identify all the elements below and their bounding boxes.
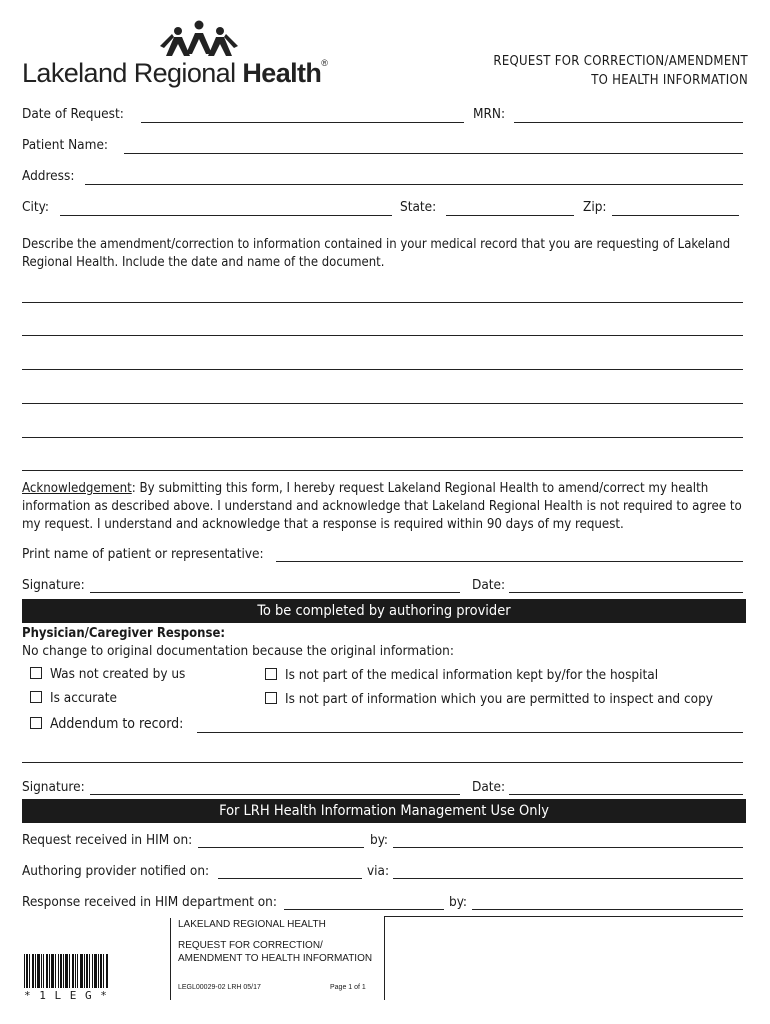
description-line-1[interactable]	[22, 302, 743, 303]
date-of-request-field[interactable]	[141, 122, 464, 123]
barcode-text: * 1 L E G *	[24, 989, 108, 1002]
checkbox-icon[interactable]	[265, 692, 277, 704]
description-line-5[interactable]	[22, 437, 743, 438]
zip-label: Zip:	[583, 199, 607, 215]
date-of-request-label: Date of Request:	[22, 106, 124, 122]
physician-response-heading: Physician/Caregiver Response:	[22, 626, 226, 641]
zip-field[interactable]	[612, 215, 739, 216]
description-line-2[interactable]	[22, 335, 743, 336]
mrn-label: MRN:	[473, 106, 506, 122]
request-received-field[interactable]	[198, 847, 364, 848]
description-line-3[interactable]	[22, 369, 743, 370]
patient-signature-field[interactable]	[90, 592, 460, 593]
address-field[interactable]	[85, 184, 743, 185]
print-name-label: Print name of patient or representative:	[22, 546, 264, 562]
description-line-6[interactable]	[22, 470, 743, 471]
checkbox-icon[interactable]	[30, 717, 42, 729]
logo-wordmark: Lakeland Regional Health®	[22, 58, 328, 88]
checkbox-icon[interactable]	[30, 667, 42, 679]
him-use-bar: For LRH Health Information Management Use Only	[22, 799, 746, 823]
response-received-field[interactable]	[284, 909, 444, 910]
option-not-part-medical[interactable]: Is not part of the medical information kept by/for the hospital	[265, 667, 658, 683]
mrn-field[interactable]	[514, 122, 743, 123]
footer-rule	[384, 916, 743, 917]
patient-date-field[interactable]	[509, 592, 743, 593]
city-field[interactable]	[60, 215, 392, 216]
no-change-text: No change to original documentation because the original information:	[22, 643, 454, 659]
checkbox-icon[interactable]	[30, 691, 42, 703]
barcode-icon	[24, 954, 108, 988]
form-title: REQUEST FOR CORRECTION/AMENDMENT TO HEALTH INFORMATION	[493, 54, 748, 88]
response-by-field[interactable]	[472, 909, 743, 910]
print-name-field[interactable]	[276, 561, 743, 562]
state-field[interactable]	[446, 215, 574, 216]
provider-signature-field[interactable]	[90, 794, 460, 795]
addendum-field[interactable]	[197, 732, 743, 733]
request-received-label: Request received in HIM on:	[22, 832, 193, 848]
footer-form-number: LEGL00029-02 LRH 05/17	[178, 984, 261, 991]
option-is-accurate[interactable]: Is accurate	[30, 690, 117, 706]
patient-name-field[interactable]	[124, 153, 743, 154]
acknowledgement-label: Acknowledgement	[22, 481, 132, 496]
via-field[interactable]	[393, 878, 743, 879]
authoring-notified-field[interactable]	[218, 878, 362, 879]
option-not-created[interactable]: Was not created by us	[30, 666, 185, 682]
option-not-permitted[interactable]: Is not part of information which you are permitted to inspect and copy	[265, 691, 713, 707]
via-label: via:	[367, 863, 390, 879]
description-line-4[interactable]	[22, 403, 743, 404]
response-received-label: Response received in HIM department on:	[22, 894, 277, 910]
option-addendum[interactable]: Addendum to record:	[30, 716, 183, 732]
authoring-provider-bar: To be completed by authoring provider	[22, 599, 746, 623]
logo-figures-icon	[156, 20, 242, 60]
patient-name-label: Patient Name:	[22, 137, 109, 153]
request-by-label: by:	[370, 832, 389, 848]
authoring-notified-label: Authoring provider notified on:	[22, 863, 210, 879]
response-by-label: by:	[449, 894, 468, 910]
footer-form-info: LAKELAND REGIONAL HEALTH REQUEST FOR CORRECTION/ AMENDMENT TO HEALTH INFORMATION	[178, 919, 373, 964]
state-label: State:	[400, 199, 437, 215]
patient-date-label: Date:	[472, 577, 506, 593]
request-by-field[interactable]	[393, 847, 743, 848]
addendum-line-2[interactable]	[22, 762, 743, 763]
city-label: City:	[22, 199, 49, 215]
checkbox-icon[interactable]	[265, 668, 277, 680]
patient-signature-label: Signature:	[22, 577, 85, 593]
provider-date-field[interactable]	[509, 794, 743, 795]
describe-instructions: Describe the amendment/correction to information contained in your medical record that you are requesting of Lakeland Regional Health. Include the date and name of the document.	[22, 237, 731, 270]
footer-page-number: Page 1 of 1	[330, 984, 366, 991]
address-label: Address:	[22, 168, 75, 184]
provider-date-label: Date:	[472, 779, 506, 795]
footer-divider-left	[170, 918, 171, 1000]
footer-divider-right	[384, 916, 385, 1000]
provider-signature-label: Signature:	[22, 779, 85, 795]
acknowledgement-text: Acknowledgement: By submitting this form, I hereby request Lakeland Regional Health to amend/correct my health information as described above. I understand and acknowledge that Lakeland Regional Health is not required to agree to my request. I understand and acknowledge that a response is required within 90 days of my request.	[22, 481, 742, 532]
